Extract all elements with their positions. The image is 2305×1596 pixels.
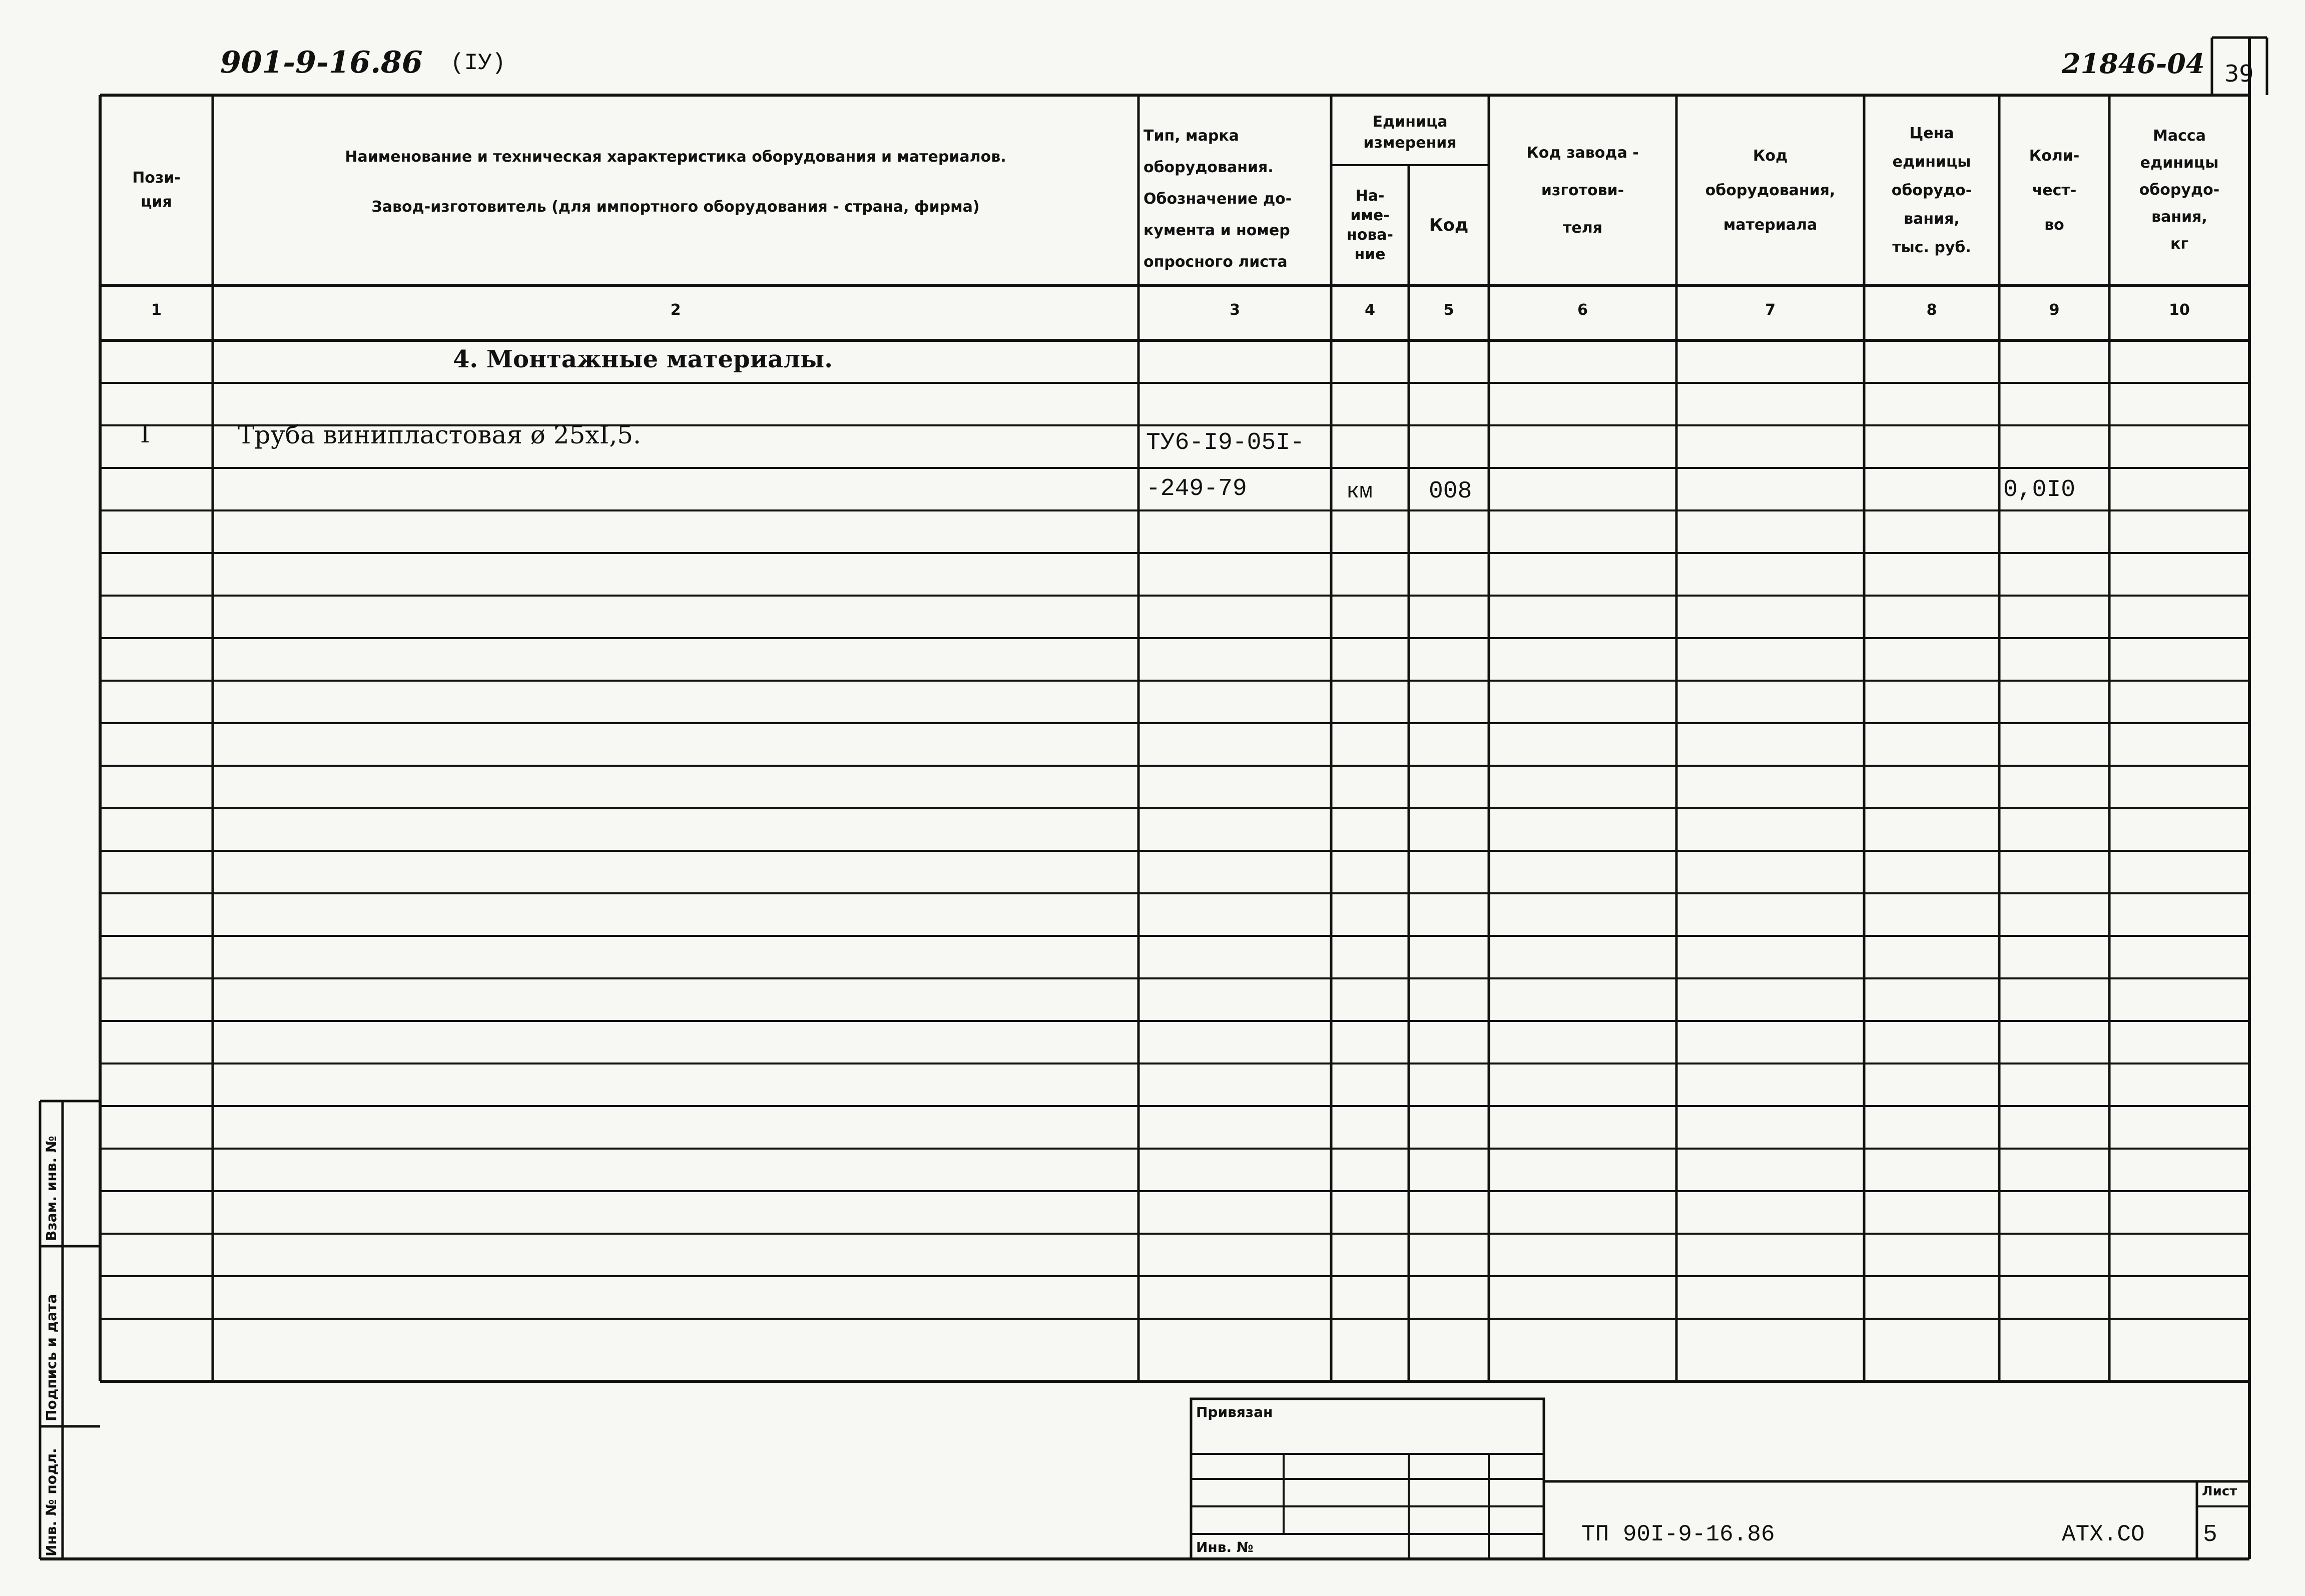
col-header-position: Пози- ция	[132, 169, 181, 211]
col-number-2: 2	[670, 301, 681, 319]
inventory-number: 21846-04	[2062, 48, 2205, 80]
col-header-type: Тип, марка оборудования. Обозначение до- кумента и номер опросного листа	[1143, 127, 1292, 271]
side-label-inventory: Инв. № подл.	[43, 1448, 60, 1556]
col-header-quantity: Коли- чест- во	[2029, 147, 2080, 234]
col-number-4: 4	[1365, 301, 1375, 319]
sheet-code: АТХ.СО	[2062, 1521, 2145, 1547]
col-header-name-line2: Завод-изготовитель (для импортного оборудования - страна, фирма)	[371, 198, 980, 216]
col-header-unit-name: На- име- нова- ние	[1346, 187, 1394, 263]
col-number-9: 9	[2049, 301, 2060, 319]
col-header-name-line1: Наименование и техническая характеристика оборудования и материалов.	[345, 148, 1006, 166]
item-name: Труба винипластовая ø 25xI,5.	[238, 420, 641, 449]
col-number-10: 10	[2169, 301, 2190, 319]
stamp-privyazan: Привязан	[1196, 1404, 1273, 1420]
col-number-5: 5	[1443, 301, 1454, 319]
col-header-price: Цена единицы оборудо- вания, тыс. руб.	[1891, 124, 1972, 256]
col-number-7: 7	[1765, 301, 1776, 319]
col-number-8: 8	[1926, 301, 1937, 319]
col-header-material-code: Код оборудования, материала	[1705, 147, 1836, 234]
col-number-6: 6	[1577, 301, 1588, 319]
item-position: I	[140, 419, 150, 448]
item-quantity: 0,0I0	[2003, 476, 2076, 503]
side-label-signature: Подпись и дата	[43, 1294, 60, 1421]
doc-code: 901-9-16.86	[220, 45, 423, 80]
col-header-mass: Масса единицы оборудо- вания, кг	[2139, 127, 2220, 253]
doc-designation: ТП 90I-9-16.86	[1581, 1521, 1775, 1547]
col-header-factory-code: Код завода - изготови- теля	[1526, 144, 1639, 237]
doc-part: (IУ)	[450, 50, 506, 76]
col-number-3: 3	[1230, 301, 1240, 319]
item-document-line1: ТУ6-I9-05I-	[1146, 429, 1305, 456]
col-header-unit-code: Код	[1429, 215, 1469, 235]
section-title: 4. Монтажные материалы.	[453, 345, 833, 373]
sheet-number-top: 39	[2224, 60, 2254, 87]
stamp-inv-no: Инв. №	[1196, 1539, 1254, 1555]
sheet-value: 5	[2203, 1521, 2217, 1548]
col-header-unit-group: Единица измерения	[1363, 113, 1457, 152]
item-unit-code: 008	[1429, 478, 1472, 505]
item-document-line2: -249-79	[1146, 475, 1247, 502]
sheet-label: Лист	[2202, 1484, 2237, 1499]
col-number-1: 1	[151, 301, 162, 319]
item-unit: км	[1346, 479, 1373, 504]
side-label-replacement: Взам. инв. №	[43, 1136, 60, 1241]
